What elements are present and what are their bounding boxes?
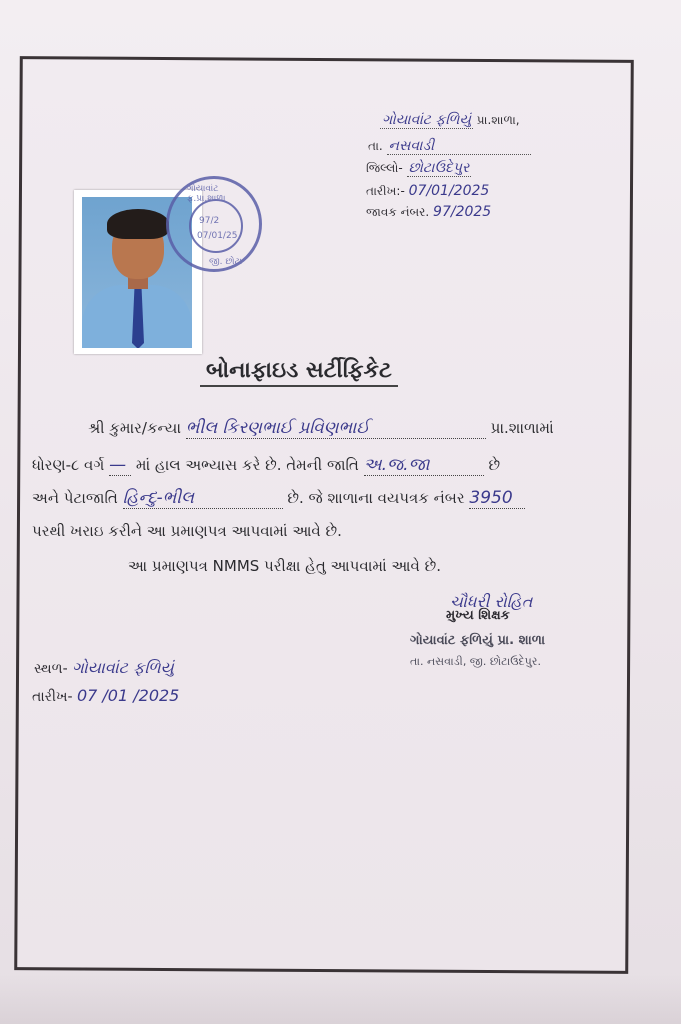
body-line-3 [32, 488, 525, 509]
header-date-label: તારીખ:- [366, 184, 405, 198]
header-district-value: છોટાઉદેપુર [408, 160, 470, 176]
headmaster-signature: ચૌધરી રોહિત [450, 592, 533, 611]
signature-school: ગોયાવાંટ ફળિયું પ્રા. શાળા [410, 633, 546, 648]
header-district-label: જિલ્લો- [366, 161, 403, 175]
signature-role: મુખ્ય શિક્ષક [446, 608, 510, 623]
footer-place-line [34, 658, 174, 678]
header-date-value: 07/01/2025 [408, 183, 490, 199]
footer-date-value: 07 /01 /2025 [76, 686, 180, 705]
line3-prefix: અને પેટાજાતિ [32, 489, 118, 507]
body-line-2 [32, 455, 500, 476]
header-school-name: ગોયાવાંટ ફળિયું [382, 112, 471, 128]
school-stamp [166, 176, 262, 272]
header-school-line [380, 112, 520, 128]
header-outward-line [366, 204, 491, 220]
caste-value: અ.જ.જા [364, 455, 484, 476]
line1-suffix: પ્રા.શાળામાં [490, 419, 554, 437]
stamp-date: 07/01/25 [197, 231, 238, 241]
stamp-number: 97/2 [199, 216, 220, 226]
footer-date-label: તારીખ- [32, 689, 73, 705]
line1-prefix: શ્રી કુમાર/કન્યા [88, 419, 182, 437]
footer-place-value: ગોયાવાંટ ફળિયું [72, 658, 174, 677]
signature-address: તા. નસવાડી, જી. છોટાઉદેપુર. [410, 655, 541, 668]
line2-suffix: છે [488, 456, 501, 474]
header-taluka-line [368, 138, 531, 155]
line2-mid: માં હાલ અભ્યાસ કરે છે. તેમની જાતિ [135, 456, 359, 474]
header-district-line [366, 160, 471, 176]
body-line-1 [88, 418, 554, 439]
header-date-line [366, 183, 489, 199]
stamp-place: જી. છોટા [209, 257, 243, 267]
register-number: 3950 [469, 488, 525, 509]
line3-mid: છે. જે શાળાના વયપત્રક નંબર [287, 489, 465, 507]
header-taluka-label: તા. [368, 139, 383, 153]
header-taluka-value: નસવાડી [387, 138, 531, 155]
header-school-suffix: પ્રા.શાળા, [476, 113, 520, 127]
certificate-title: બોનાફાઇડ સર્ટીફિકેટ [200, 358, 398, 387]
body-line-4: પરથી ખરાઇ કરીને આ પ્રમાણપત્ર આપવામાં આવે છે. [32, 522, 342, 540]
header-outward-label: જાવક નંબર. [366, 205, 430, 219]
subcaste-value: હિન્દુ-ભીલ [123, 488, 283, 509]
stamp-ring-text: ગોયાવાંટ ફ.પ્રા.શાળા [187, 184, 226, 204]
header-outward-value: 97/2025 [433, 204, 492, 220]
bottom-page-edge [0, 975, 681, 1024]
body-line-5: આ પ્રમાણપત્ર NMMS પરીક્ષા હેતુ આપવામાં આવે છે. [128, 557, 441, 575]
line2-prefix: ધોરણ-૮ વર્ગ [32, 456, 105, 474]
footer-date-line [32, 686, 179, 705]
student-name: ભીલ કિરણભાઈ પ્રવિણભાઈ [186, 418, 486, 439]
footer-place-label: સ્થળ- [34, 661, 68, 677]
class-division: — [109, 455, 131, 476]
